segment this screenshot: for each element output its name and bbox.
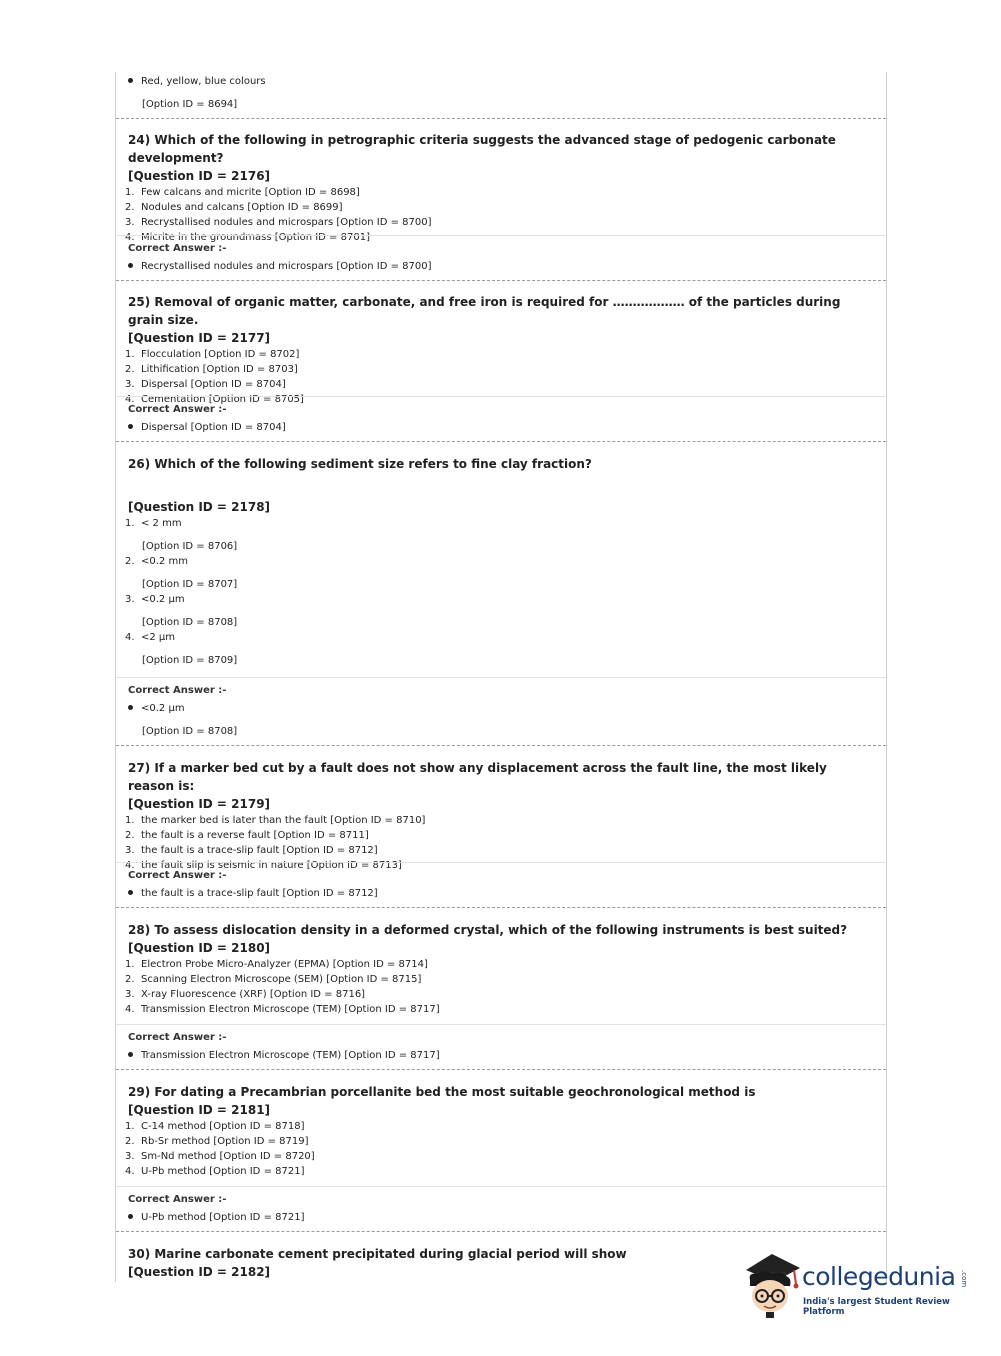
option-id: [Option ID = 8707] — [142, 579, 238, 590]
answer-bullet — [128, 886, 876, 901]
option-item: 2. Nodules and calcans [Option ID = 8699] — [125, 202, 343, 213]
option-item: 3. the fault is a trace-slip fault [Option ID = 8712] — [125, 845, 378, 856]
logo-tagline: India's largest Student Review Platform — [803, 1297, 950, 1317]
bullet-dot-icon — [128, 424, 133, 429]
correct-answer-24 — [116, 235, 886, 280]
question-text: 25) Removal of organic matter, carbonate, and free iron is required for ……………… of the particles during grain size. — [128, 295, 841, 327]
option-item: 2. Scanning Electron Microscope (SEM) [Option ID = 8715] — [125, 974, 422, 985]
logo-wordmark: collegedunia — [802, 1262, 956, 1291]
answer-bullet — [128, 420, 876, 435]
question-28 — [116, 907, 886, 1024]
option-item: 2. the fault is a reverse fault [Option ID = 8711] — [125, 830, 369, 841]
question-text: 27) If a marker bed cut by a fault does not show any displacement across the fault line, the most likely reason is: — [128, 761, 827, 793]
previous-answer-block — [116, 72, 886, 118]
correct-answer-label: Correct Answer :- — [128, 685, 227, 696]
option-id: [Option ID = 8706] — [142, 541, 238, 552]
question-24 — [116, 118, 886, 243]
answer-option-id: [Option ID = 8708] — [142, 726, 238, 737]
option-item: 3. <0.2 µm — [125, 594, 185, 605]
option-item: 3. Sm-Nd method [Option ID = 8720] — [125, 1151, 315, 1162]
option-item: 3. X-ray Fluorescence (XRF) [Option ID = 8716] — [125, 989, 366, 1000]
option-list — [125, 516, 876, 668]
bullet-dot-icon — [128, 1214, 133, 1219]
question-29 — [116, 1069, 886, 1186]
option-item: 3. Dispersal [Option ID = 8704] — [125, 379, 286, 390]
bullet-dot-icon — [128, 890, 133, 895]
question-id: [Question ID = 2178] — [128, 500, 271, 514]
option-item: 2. Rb-Sr method [Option ID = 8719] — [125, 1136, 309, 1147]
option-item: 1. Electron Probe Micro-Analyzer (EPMA) [Option ID = 8714] — [125, 959, 428, 970]
question-id: [Question ID = 2180] — [128, 941, 271, 955]
answer-text: <0.2 µm — [141, 703, 185, 714]
answer-text: Recrystallised nodules and microspars [Option ID = 8700] — [141, 261, 432, 272]
question-text: 29) For dating a Precambrian porcellanite bed the most suitable geochronological method is — [128, 1085, 756, 1099]
answer-bullet — [128, 1210, 876, 1225]
question-id: [Question ID = 2182] — [128, 1265, 271, 1279]
option-id: [Option ID = 8708] — [142, 617, 238, 628]
question-paper-page — [115, 72, 887, 1282]
question-text: 28) To assess dislocation density in a deformed crystal, which of the following instruments is best suited? — [128, 923, 848, 937]
mascot-graduate-icon — [742, 1250, 804, 1320]
option-item: 4. U-Pb method [Option ID = 8721] — [125, 1166, 305, 1177]
option-list — [125, 957, 876, 1017]
answer-text: Transmission Electron Microscope (TEM) [Option ID = 8717] — [141, 1050, 440, 1061]
question-id: [Question ID = 2179] — [128, 797, 271, 811]
answer-text: the fault is a trace-slip fault [Option ID = 8712] — [141, 888, 378, 899]
option-item: 3. Recrystallised nodules and microspars [Option ID = 8700] — [125, 217, 432, 228]
option-item: 4. the fault slip is seismic in nature [Option ID = 8713] — [125, 860, 402, 871]
option-item: 4. Transmission Electron Microscope (TEM) [Option ID = 8717] — [125, 1004, 440, 1015]
question-id: [Question ID = 2177] — [128, 331, 271, 345]
answer-option-id: [Option ID = 8694] — [142, 99, 238, 110]
correct-answer-label: Correct Answer :- — [128, 404, 227, 415]
correct-answer-26 — [116, 677, 886, 745]
correct-answer-25 — [116, 396, 886, 441]
question-25 — [116, 280, 886, 405]
option-item: 2. Lithification [Option ID = 8703] — [125, 364, 298, 375]
correct-answer-29 — [116, 1186, 886, 1231]
answer-bullet — [128, 1048, 876, 1063]
correct-answer-label: Correct Answer :- — [128, 1032, 227, 1043]
option-item: 4. <2 µm — [125, 632, 176, 643]
question-text: 30) Marine carbonate cement precipitated during glacial period will show — [128, 1247, 627, 1261]
answer-text: Dispersal [Option ID = 8704] — [141, 422, 286, 433]
answer-bullet — [128, 259, 876, 274]
correct-answer-28 — [116, 1024, 886, 1069]
option-item: 4. Micrite in the groundmass [Option ID = 8701] — [125, 232, 370, 243]
option-item: 4. Cementation [Option ID = 8705] — [125, 394, 304, 405]
logo-suffix: .com — [960, 1270, 968, 1288]
answer-text: U-Pb method [Option ID = 8721] — [141, 1212, 305, 1223]
option-list — [125, 1119, 876, 1179]
bullet-dot-icon — [128, 78, 133, 83]
correct-answer-label: Correct Answer :- — [128, 1194, 227, 1205]
option-item: 1. the marker bed is later than the fault [Option ID = 8710] — [125, 815, 426, 826]
collegedunia-logo — [742, 1250, 972, 1320]
question-text: 26) Which of the following sediment size refers to fine clay fraction? — [128, 457, 592, 471]
question-text: 24) Which of the following in petrographic criteria suggests the advanced stage of pedogenic carbonate development? — [128, 133, 836, 165]
option-item: 1. Flocculation [Option ID = 8702] — [125, 349, 300, 360]
correct-answer-label: Correct Answer :- — [128, 870, 227, 881]
option-item: 1. < 2 mm — [125, 518, 182, 529]
answer-bullet — [128, 701, 876, 716]
bullet-dot-icon — [128, 705, 133, 710]
option-id: [Option ID = 8709] — [142, 655, 238, 666]
question-27 — [116, 745, 886, 871]
bullet-dot-icon — [128, 263, 133, 268]
question-id: [Question ID = 2176] — [128, 169, 271, 183]
option-item: 1. C-14 method [Option ID = 8718] — [125, 1121, 305, 1132]
question-26 — [116, 441, 886, 677]
question-id: [Question ID = 2181] — [128, 1103, 271, 1117]
option-item: 2. <0.2 mm — [125, 556, 188, 567]
bullet-dot-icon — [128, 1052, 133, 1057]
option-item: 1. Few calcans and micrite [Option ID = 8698] — [125, 187, 360, 198]
answer-bullet — [128, 74, 876, 89]
correct-answer-27 — [116, 862, 886, 907]
answer-text: Red, yellow, blue colours — [141, 76, 266, 87]
correct-answer-label: Correct Answer :- — [128, 243, 227, 254]
